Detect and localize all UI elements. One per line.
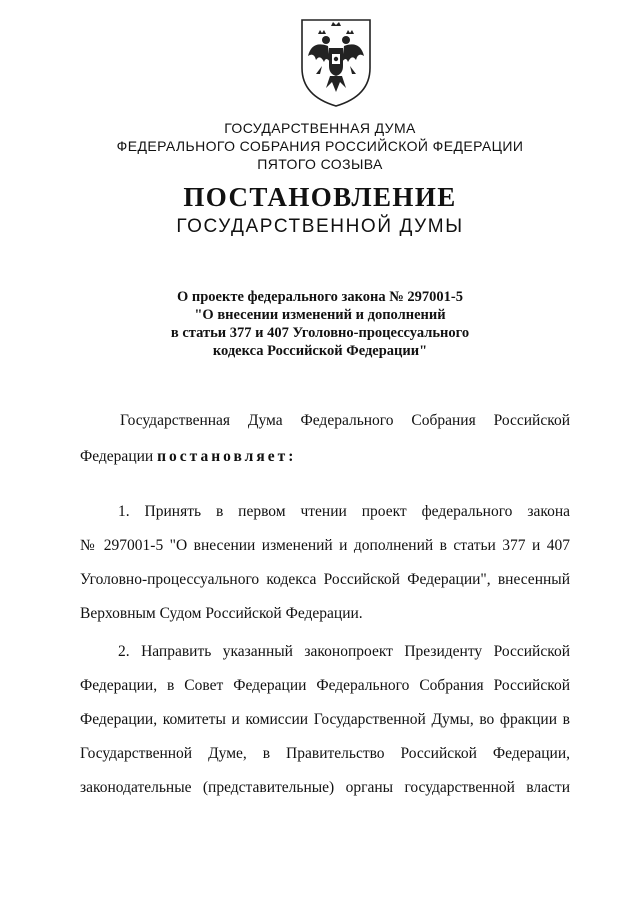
- subject-line-4: кодекса Российской Федерации": [212, 343, 428, 359]
- paragraph2-line-2: Федерации, в Совет Федерации Федерального Собрания Российской: [80, 677, 570, 694]
- paragraph2-line-1: 2. Направить указанный законопроект Президенту Российской: [118, 643, 570, 660]
- preamble-line-2-start: Федерации: [80, 448, 158, 465]
- subject-line-3: в статьи 377 и 407 Уголовно-процессуального: [170, 325, 470, 341]
- header-line-2: ФЕДЕРАЛЬНОГО СОБРАНИЯ РОССИЙСКОЙ ФЕДЕРАЦИИ: [116, 138, 524, 154]
- header-line-3: ПЯТОГО СОЗЫВА: [257, 156, 383, 172]
- preamble-line-2: [80, 448, 570, 466]
- paragraph2-line-3: Федерации, комитеты и комиссии Государственной Думы, во фракции в: [80, 711, 570, 728]
- paragraph1-line-2: № 297001-5 "О внесении изменений и дополнений в статьи 377 и 407: [80, 537, 570, 554]
- document-title: ПОСТАНОВЛЕНИЕ: [183, 182, 457, 212]
- paragraph1-line-4: Верховным Судом Российской Федерации.: [80, 605, 363, 622]
- preamble-line-1: Государственная Дума Федерального Собрания Российской: [120, 412, 570, 429]
- subject-line-1: О проекте федерального закона № 297001-5: [176, 289, 464, 305]
- paragraph1-line-1: 1. Принять в первом чтении проект федерального закона: [118, 503, 570, 520]
- header-line-1: ГОСУДАРСТВЕННАЯ ДУМА: [224, 120, 416, 136]
- paragraph2-line-5: законодательные (представительные) органы государственной власти: [80, 779, 570, 796]
- decree-word: постановляет:: [157, 448, 297, 465]
- subject-line-2: "О внесении изменений и дополнений: [194, 307, 446, 323]
- coat-of-arms-icon: [296, 16, 376, 108]
- paragraph2-line-4: Государственной Думе, в Правительство Российской Федерации,: [80, 745, 570, 762]
- paragraph1-line-3: Уголовно-процессуального кодекса Российской Федерации", внесенный: [80, 571, 570, 588]
- document-subtitle: ГОСУДАРСТВЕННОЙ ДУМЫ: [176, 216, 464, 237]
